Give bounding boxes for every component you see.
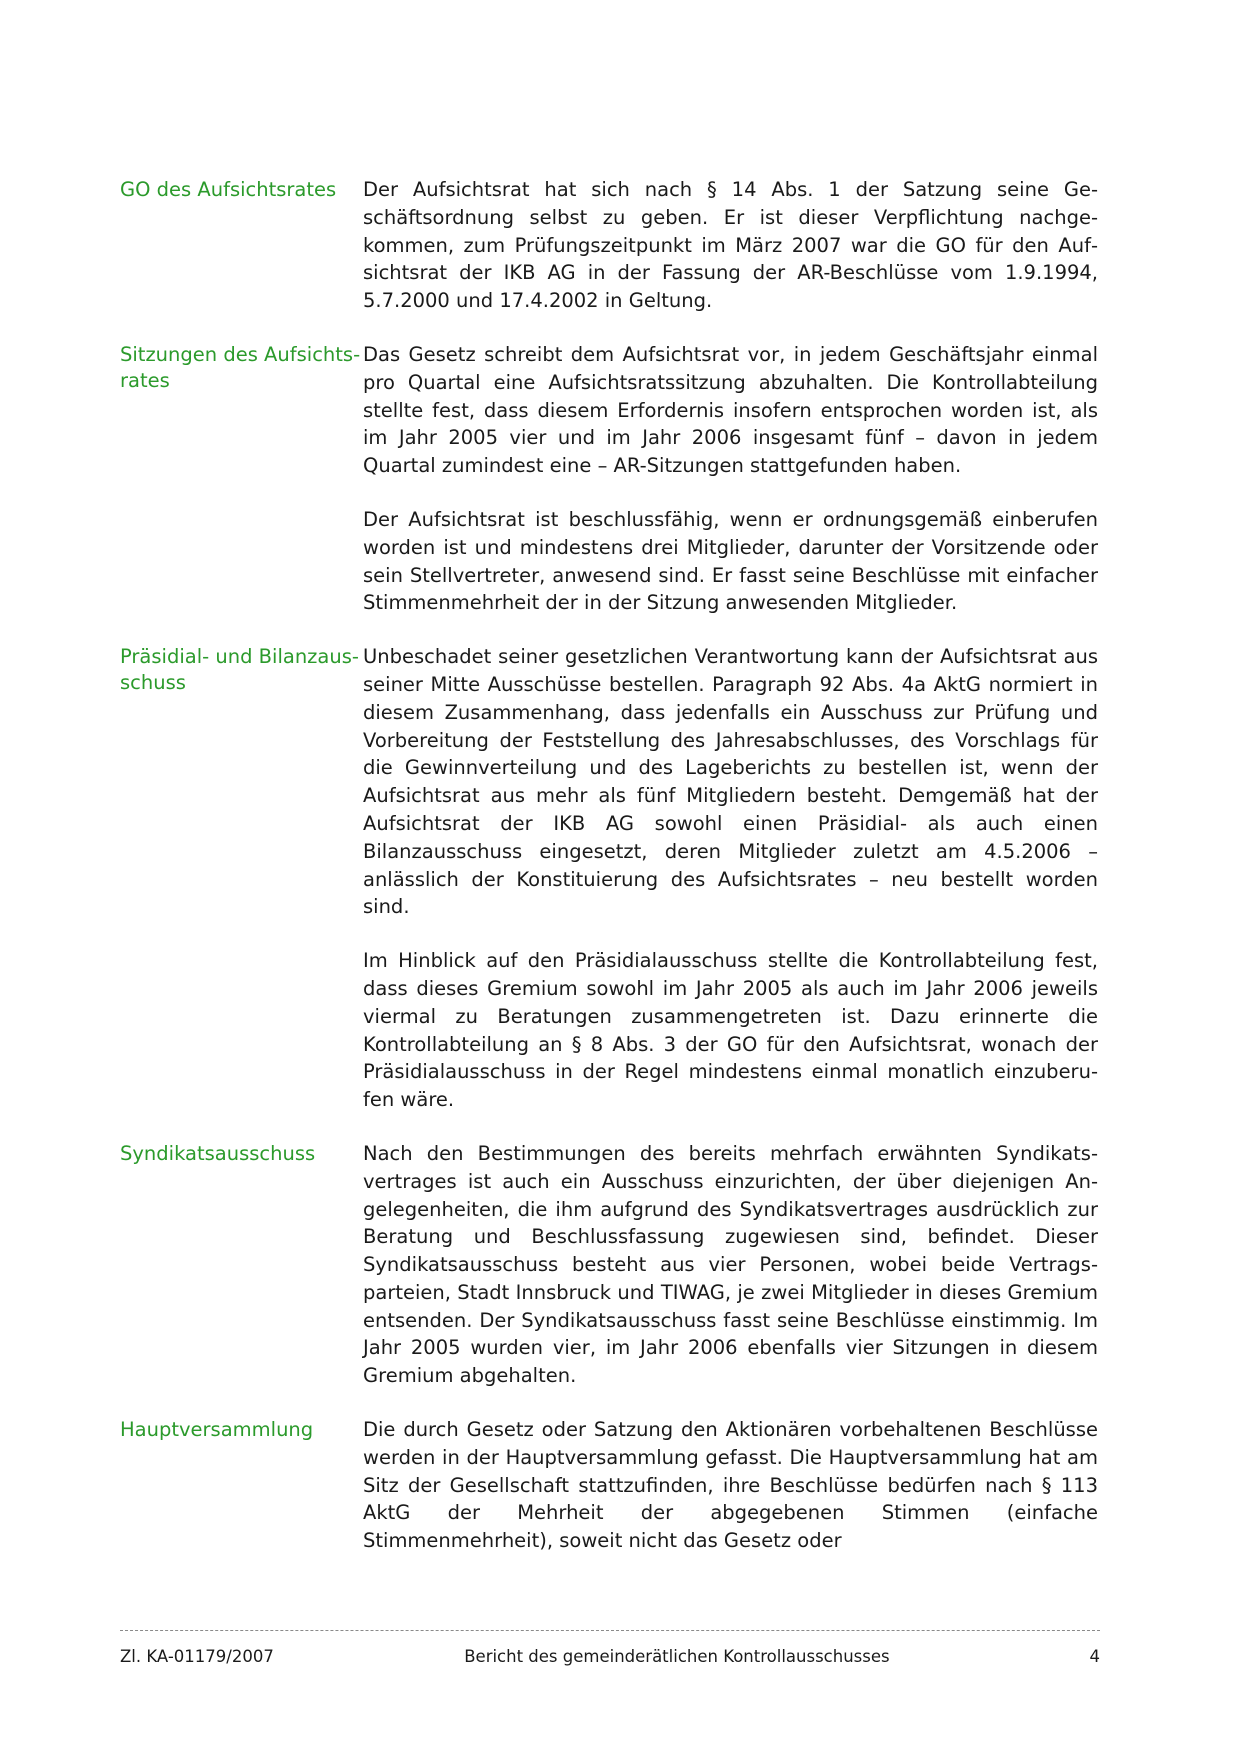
side-heading: Syndikatsausschuss [120,1141,316,1165]
paragraph: Die durch Gesetz oder Satzung den Aktionären vorbehaltenen Beschlüsse werden in der Hauptversammlung gefasst. Die Hauptversammlung hat am Sitz der Gesellschaft stattzufinden, ihre Beschlüsse bedürfen nach § 113 AktG der Mehrheit der abgegebenen Stimmen (einfache Stimmenmehrheit), soweit nicht das Gesetz oder [363,1418,1098,1553]
section-body [363,1416,1098,1555]
section-praesidial-bilanzausschuss [120,643,1100,1114]
section-body [363,176,1098,315]
paragraph: Unbeschadet seiner gesetzlichen Verantwortung kann der Aufsichtsrat aus seiner Mitte Ausschüsse bestellen. Paragraph 92 Abs. 4a AktG normiert in diesem Zusammenhang, dass jedenfalls ein Ausschuss zur Prüfung und Vorbereitung der Feststellung des Jahresabschlusses, des Vorschlags für die Gewinnverteilung und des Lageberichts zu bestellen ist, wenn der Aufsichtsrat aus mehr als fünf Mitgliedern besteht. Demgemäß hat der Aufsichtsrat der IKB AG sowohl einen Präsidial- als auch einen Bilanzausschuss eingesetzt, deren Mitglieder zuletzt am 4.5.2006 – anlässlich der Konstituierung des Aufsichtsrates – neu bestellt worden sind. [363,645,1098,919]
paragraph: Der Aufsichtsrat ist beschlussfähig, wenn er ordnungsgemäß einberufen worden ist und mindestens drei Mitglieder, darunter der Vorsitzende oder sein Stellvertreter, anwesend sind. Er fasst seine Beschlüsse mit einfacher Stimmenmehrheit der in der Sitzung anwesenden Mitglieder. [363,507,1098,615]
section-body [363,341,1098,617]
page-footer [120,1630,1100,1666]
paragraph: Im Hinblick auf den Präsidialausschuss stellte die Kontrollabteilung fest, dass dieses Gremium sowohl im Jahr 2005 als auch im Jahr 2006 jeweils viermal zu Beratungen zusammengetreten ist. Dazu erinnerte die Kontrollabteilung an § 8 Abs. 3 der GO für den Aufsichtsrat, wonach der Präsidialausschuss in der Regel mindestens einmal monatlich einzuberufen wäre. [363,949,1098,1112]
side-heading: Sitzungen des Aufsichtsrates [120,342,361,392]
section-syndikatsausschuss [120,1140,1100,1390]
file-reference: Zl. KA-01179/2007 [120,1647,274,1666]
side-heading: Hauptversammlung [120,1418,314,1442]
paragraph: Der Aufsichtsrat hat sich nach § 14 Abs. 1 der Satzung seine Geschäftsordnung selbst zu geben. Er ist dieser Verpflichtung nachgekommen, zum Prüfungszeitpunkt im März 2007 war die GO für den Aufsichtsrat der IKB AG in der Fassung der AR-Beschlüsse vom 1.9.1994, 5.7.2000 und 17.4.2002 in Geltung. [363,178,1098,313]
report-body [120,176,1100,1581]
report-title: Bericht des gemeinderätlichen Kontrollausschusses [464,1647,890,1666]
section-body [363,643,1098,1114]
side-heading: Präsidial- und Bilanzausschuss [120,645,359,695]
paragraph: Nach den Bestimmungen des bereits mehrfach erwähnten Syndikatsvertrages ist auch ein Ausschuss einzurichten, der über diejenigen Angelegenheiten, die ihm aufgrund des Syndikatsvertrages ausdrücklich zur Beratung und Beschlussfassung zugewiesen sind, befindet. Dieser Syndikatsausschuss besteht aus vier Personen, wobei beide Vertragsparteien, Stadt Innsbruck und TIWAG, je zwei Mitglieder in dieses Gremium entsenden. Der Syndikatsausschuss fasst seine Beschlüsse einstimmig. Im Jahr 2005 wurden vier, im Jahr 2006 ebenfalls vier Sitzungen in diesem Gremium abgehalten. [363,1141,1098,1388]
section-body [363,1140,1098,1390]
side-heading: GO des Aufsichtsrates [120,178,337,201]
paragraph: Das Gesetz schreibt dem Aufsichtsrat vor, in jedem Geschäftsjahr einmal pro Quartal eine Aufsichtsratssitzung abzuhalten. Die Kontrollabteilung stellte fest, dass diesem Erfordernis insofern entsprochen worden ist, als im Jahr 2005 vier und im Jahr 2006 insgesamt fünf – davon in jedem Quartal zumindest eine – AR-Sitzungen stattgefunden haben. [363,342,1098,478]
page-number: 4 [1089,1647,1100,1666]
section-hauptversammlung [120,1416,1100,1555]
section-go-aufsichtsrat [120,176,1100,315]
section-sitzungen [120,341,1100,617]
